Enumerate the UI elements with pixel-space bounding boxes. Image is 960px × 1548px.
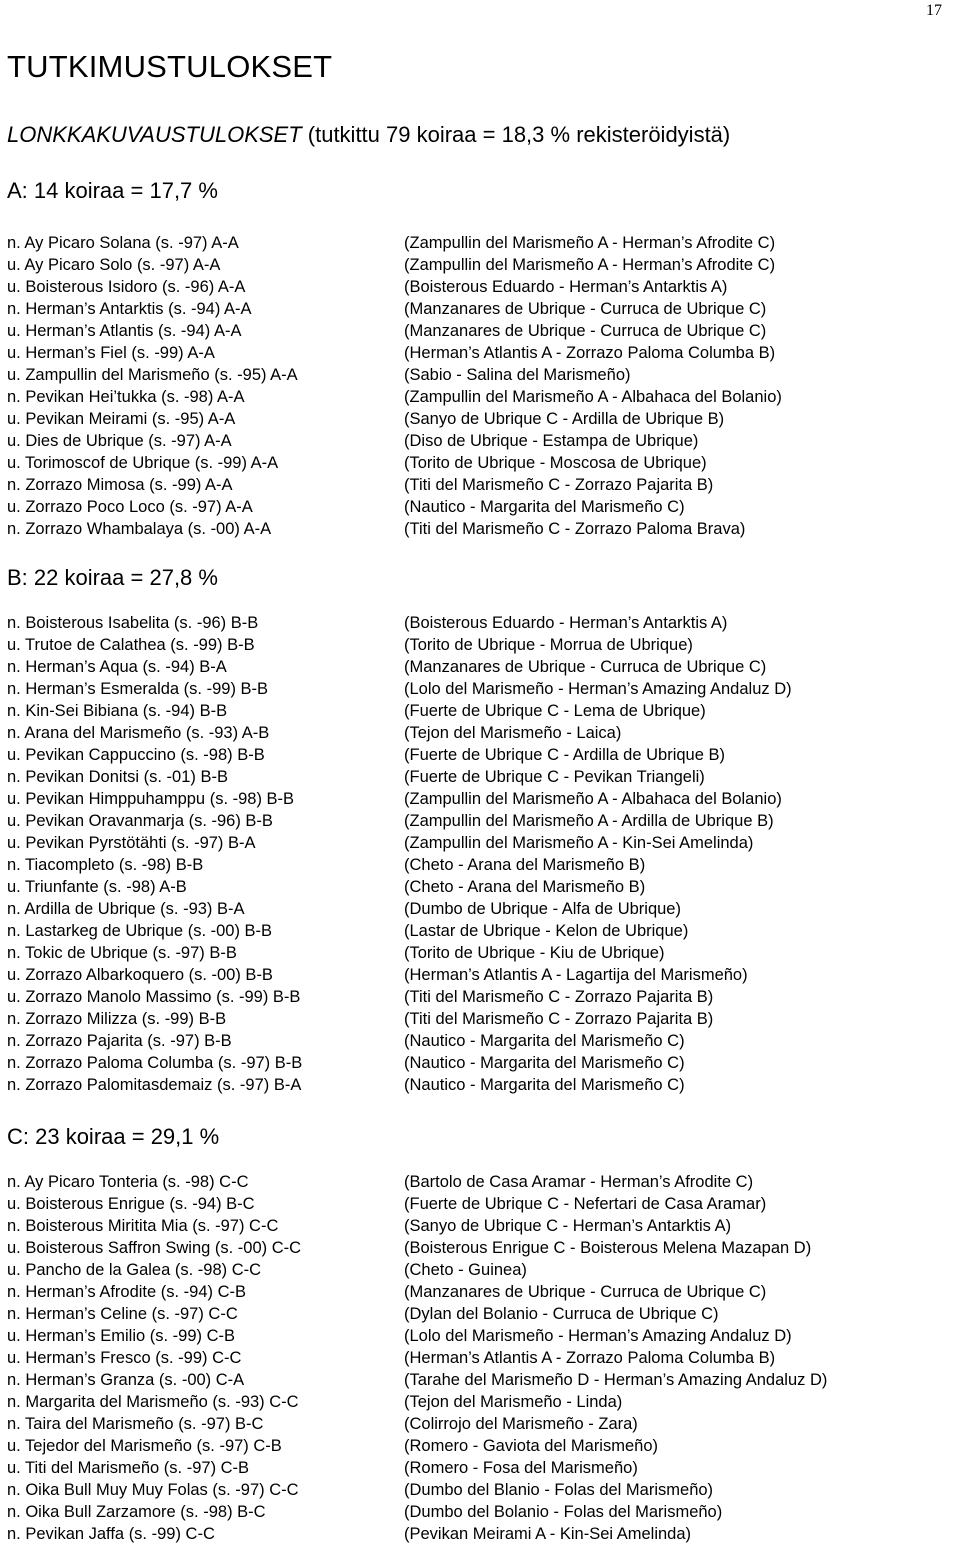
dog-name: u. Tejedor del Marismeño (s. -97) C-B [7,1437,282,1455]
dog-parents: (Torito de Ubrique - Moscosa de Ubrique) [404,454,707,472]
dog-row [7,1008,952,1030]
dog-name: n. Pevikan Hei’tukka (s. -98) A-A [7,388,245,406]
page-number: 17 [926,2,942,19]
dog-row [7,1052,952,1074]
dog-row [7,364,952,386]
document-subtitle [7,122,730,148]
dog-row [7,1457,952,1479]
dog-row [7,1523,952,1545]
dog-row [7,1030,952,1052]
dog-row [7,1259,952,1281]
dog-name: n. Pevikan Jaffa (s. -99) C-C [7,1525,215,1543]
dog-row [7,1325,952,1347]
dog-parents: (Herman’s Atlantis A - Zorrazo Paloma Columba B) [404,1349,776,1367]
dog-row [7,496,952,518]
dog-parents: (Torito de Ubrique - Kiu de Ubrique) [404,944,665,962]
dog-parents: (Cheto - Guinea) [404,1261,527,1279]
dog-row [7,1074,952,1096]
dog-row [7,964,952,986]
dog-row [7,342,952,364]
dog-name: u. Pevikan Oravanmarja (s. -96) B-B [7,812,273,830]
dog-row [7,766,952,788]
dog-name: u. Zorrazo Manolo Massimo (s. -99) B-B [7,988,301,1006]
dog-name: n. Pevikan Donitsi (s. -01) B-B [7,768,228,786]
dog-name: n. Tokic de Ubrique (s. -97) B-B [7,944,237,962]
subtitle-italic: LONKKAKUVAUSTULOKSET [7,122,302,147]
dog-parents: (Boisterous Eduardo - Herman’s Antarktis A) [404,278,728,296]
dog-name: n. Herman’s Granza (s. -00) C-A [7,1371,245,1389]
dog-parents: (Tejon del Marismeño - Linda) [404,1393,623,1411]
dog-row [7,1479,952,1501]
section-a-heading: A: 14 koiraa = 17,7 % [7,178,218,203]
dog-name: n. Zorrazo Mimosa (s. -99) A-A [7,476,233,494]
dog-row [7,298,952,320]
dog-parents: (Titi del Marismeño C - Zorrazo Paloma Brava) [404,520,746,538]
dog-row [7,1171,952,1193]
dog-name: n. Herman’s Esmeralda (s. -99) B-B [7,680,269,698]
dog-parents: (Sanyo de Ubrique C - Ardilla de Ubrique B) [404,410,725,428]
dog-row [7,430,952,452]
dog-parents: (Boisterous Eduardo - Herman’s Antarktis A) [404,614,728,632]
dog-parents: (Lolo del Marismeño - Herman’s Amazing Andaluz D) [404,1327,792,1345]
dog-name: u. Boisterous Saffron Swing (s. -00) C-C [7,1239,302,1257]
dog-name: u. Zampullin del Marismeño (s. -95) A-A [7,366,298,384]
dog-row [7,474,952,496]
dog-name: n. Herman’s Celine (s. -97) C-C [7,1305,238,1323]
dog-parents: (Fuerte de Ubrique C - Lema de Ubrique) [404,702,706,720]
dog-parents: (Pevikan Meirami A - Kin-Sei Amelinda) [404,1525,692,1543]
dog-name: n. Herman’s Aqua (s. -94) B-A [7,658,227,676]
dog-parents: (Zampullin del Marismeño A - Albahaca del Bolanio) [404,388,782,406]
dog-parents: (Nautico - Margarita del Marismeño C) [404,498,685,516]
dog-parents: (Romero - Fosa del Marismeño) [404,1459,638,1477]
dog-row [7,722,952,744]
dog-parents: (Manzanares de Ubrique - Curruca de Ubrique C) [404,300,767,318]
dog-name: u. Pancho de la Galea (s. -98) C-C [7,1261,262,1279]
dog-row [7,1215,952,1237]
dog-row [7,854,952,876]
subtitle-rest: (tutkittu 79 koiraa = 18,3 % rekisteröidyistä) [301,122,731,147]
dog-parents: (Dumbo del Blanio - Folas del Marismeño) [404,1481,714,1499]
dog-name: n. Ay Picaro Solana (s. -97) A-A [7,234,239,252]
dog-name: u. Triunfante (s. -98) A-B [7,878,187,896]
dog-row [7,788,952,810]
dog-row [7,1391,952,1413]
dog-name: u. Dies de Ubrique (s. -97) A-A [7,432,232,450]
dog-row [7,1347,952,1369]
dog-name: u. Herman’s Atlantis (s. -94) A-A [7,322,242,340]
dog-name: u. Pevikan Himppuhamppu (s. -98) B-B [7,790,295,808]
dog-row [7,1281,952,1303]
dog-row [7,876,952,898]
dog-name: u. Herman’s Fiel (s. -99) A-A [7,344,215,362]
dog-parents: (Lolo del Marismeño - Herman’s Amazing Andaluz D) [404,680,792,698]
dog-row [7,232,952,254]
dog-parents: (Sanyo de Ubrique C - Herman’s Antarktis A) [404,1217,732,1235]
dog-parents: (Herman’s Atlantis A - Lagartija del Marismeño) [404,966,748,984]
dog-parents: (Zampullin del Marismeño A - Kin-Sei Amelinda) [404,834,754,852]
dog-parents: (Nautico - Margarita del Marismeño C) [404,1054,685,1072]
dog-parents: (Manzanares de Ubrique - Curruca de Ubrique C) [404,322,767,340]
section-c-list [7,1171,952,1545]
dog-name: n. Zorrazo Palomitasdemaiz (s. -97) B-A [7,1076,302,1094]
dog-name: u. Pevikan Pyrstötähti (s. -97) B-A [7,834,256,852]
dog-parents: (Tarahe del Marismeño D - Herman’s Amazing Andaluz D) [404,1371,828,1389]
section-b-list [7,612,952,1096]
dog-parents: (Boisterous Enrigue C - Boisterous Melena Mazapan D) [404,1239,812,1257]
dog-row [7,634,952,656]
page-title: TUTKIMUSTULOKSET [7,49,333,84]
dog-row [7,452,952,474]
section-c-heading: C: 23 koiraa = 29,1 % [7,1124,220,1149]
dog-parents: (Zampullin del Marismeño A - Herman’s Afrodite C) [404,234,776,252]
dog-parents: (Tejon del Marismeño - Laica) [404,724,622,742]
dog-name: n. Tiacompleto (s. -98) B-B [7,856,204,874]
dog-row [7,744,952,766]
dog-parents: (Cheto - Arana del Marismeño B) [404,856,646,874]
dog-row [7,810,952,832]
dog-row [7,700,952,722]
dog-row [7,1237,952,1259]
section-b-heading: B: 22 koiraa = 27,8 % [7,565,218,590]
dog-parents: (Titi del Marismeño C - Zorrazo Pajarita B) [404,988,714,1006]
dog-parents: (Manzanares de Ubrique - Curruca de Ubrique C) [404,1283,767,1301]
dog-row [7,832,952,854]
dog-row [7,408,952,430]
dog-name: n. Zorrazo Whambalaya (s. -00) A-A [7,520,272,538]
dog-name: u. Zorrazo Poco Loco (s. -97) A-A [7,498,253,516]
dog-row [7,678,952,700]
dog-row [7,656,952,678]
dog-parents: (Fuerte de Ubrique C - Ardilla de Ubrique B) [404,746,725,764]
dog-name: u. Pevikan Meirami (s. -95) A-A [7,410,236,428]
dog-parents: (Titi del Marismeño C - Zorrazo Pajarita B) [404,476,714,494]
dog-name: u. Herman’s Fresco (s. -99) C-C [7,1349,242,1367]
dog-row [7,942,952,964]
dog-row [7,1369,952,1391]
dog-parents: (Zampullin del Marismeño A - Albahaca del Bolanio) [404,790,782,808]
dog-row [7,320,952,342]
dog-parents: (Fuerte de Ubrique C - Nefertari de Casa Aramar) [404,1195,767,1213]
dog-parents: (Zampullin del Marismeño A - Herman’s Afrodite C) [404,256,776,274]
dog-parents: (Titi del Marismeño C - Zorrazo Pajarita B) [404,1010,714,1028]
dog-parents: (Colirrojo del Marismeño - Zara) [404,1415,638,1433]
section-a-list [7,232,952,540]
dog-row [7,386,952,408]
dog-name: n. Ay Picaro Tonteria (s. -98) C-C [7,1173,249,1191]
dog-name: n. Herman’s Antarktis (s. -94) A-A [7,300,252,318]
dog-name: n. Oika Bull Zarzamore (s. -98) B-C [7,1503,266,1521]
dog-name: n. Taira del Marismeño (s. -97) B-C [7,1415,264,1433]
dog-row [7,898,952,920]
dog-parents: (Torito de Ubrique - Morrua de Ubrique) [404,636,693,654]
dog-row [7,920,952,942]
dog-name: n. Ardilla de Ubrique (s. -93) B-A [7,900,245,918]
dog-parents: (Dumbo de Ubrique - Alfa de Ubrique) [404,900,681,918]
dog-name: u. Boisterous Enrigue (s. -94) B-C [7,1195,255,1213]
dog-name: u. Pevikan Cappuccino (s. -98) B-B [7,746,265,764]
dog-name: n. Arana del Marismeño (s. -93) A-B [7,724,270,742]
dog-name: u. Zorrazo Albarkoquero (s. -00) B-B [7,966,273,984]
dog-name: n. Margarita del Marismeño (s. -93) C-C [7,1393,299,1411]
dog-name: u. Trutoe de Calathea (s. -99) B-B [7,636,255,654]
dog-name: n. Zorrazo Pajarita (s. -97) B-B [7,1032,232,1050]
dog-parents: (Herman’s Atlantis A - Zorrazo Paloma Columba B) [404,344,776,362]
dog-parents: (Bartolo de Casa Aramar - Herman’s Afrodite C) [404,1173,754,1191]
dog-parents: (Romero - Gaviota del Marismeño) [404,1437,658,1455]
dog-parents: (Sabio - Salina del Marismeño) [404,366,631,384]
dog-row [7,518,952,540]
dog-name: n. Lastarkeg de Ubrique (s. -00) B-B [7,922,273,940]
dog-parents: (Diso de Ubrique - Estampa de Ubrique) [404,432,699,450]
dog-name: n. Zorrazo Paloma Columba (s. -97) B-B [7,1054,303,1072]
dog-row [7,612,952,634]
dog-row [7,1501,952,1523]
dog-row [7,254,952,276]
dog-parents: (Nautico - Margarita del Marismeño C) [404,1076,685,1094]
dog-parents: (Dumbo del Bolanio - Folas del Marismeño) [404,1503,723,1521]
dog-row [7,986,952,1008]
dog-parents: (Lastar de Ubrique - Kelon de Ubrique) [404,922,689,940]
dog-row [7,276,952,298]
dog-name: u. Ay Picaro Solo (s. -97) A-A [7,256,221,274]
dog-parents: (Nautico - Margarita del Marismeño C) [404,1032,685,1050]
dog-parents: (Cheto - Arana del Marismeño B) [404,878,646,896]
dog-name: u. Titi del Marismeño (s. -97) C-B [7,1459,250,1477]
dog-parents: (Fuerte de Ubrique C - Pevikan Triangeli) [404,768,705,786]
dog-name: u. Boisterous Isidoro (s. -96) A-A [7,278,246,296]
dog-row [7,1303,952,1325]
dog-name: n. Herman’s Afrodite (s. -94) C-B [7,1283,247,1301]
dog-row [7,1193,952,1215]
dog-name: u. Torimoscof de Ubrique (s. -99) A-A [7,454,279,472]
dog-name: n. Oika Bull Muy Muy Folas (s. -97) C-C [7,1481,299,1499]
dog-parents: (Manzanares de Ubrique - Curruca de Ubrique C) [404,658,767,676]
dog-name: n. Boisterous Miritita Mia (s. -97) C-C [7,1217,279,1235]
dog-name: u. Herman’s Emilio (s. -99) C-B [7,1327,235,1345]
dog-row [7,1413,952,1435]
dog-name: n. Kin-Sei Bibiana (s. -94) B-B [7,702,228,720]
dog-name: n. Zorrazo Milizza (s. -99) B-B [7,1010,227,1028]
dog-row [7,1435,952,1457]
dog-name: n. Boisterous Isabelita (s. -96) B-B [7,614,259,632]
dog-parents: (Dylan del Bolanio - Curruca de Ubrique C) [404,1305,719,1323]
dog-parents: (Zampullin del Marismeño A - Ardilla de Ubrique B) [404,812,774,830]
